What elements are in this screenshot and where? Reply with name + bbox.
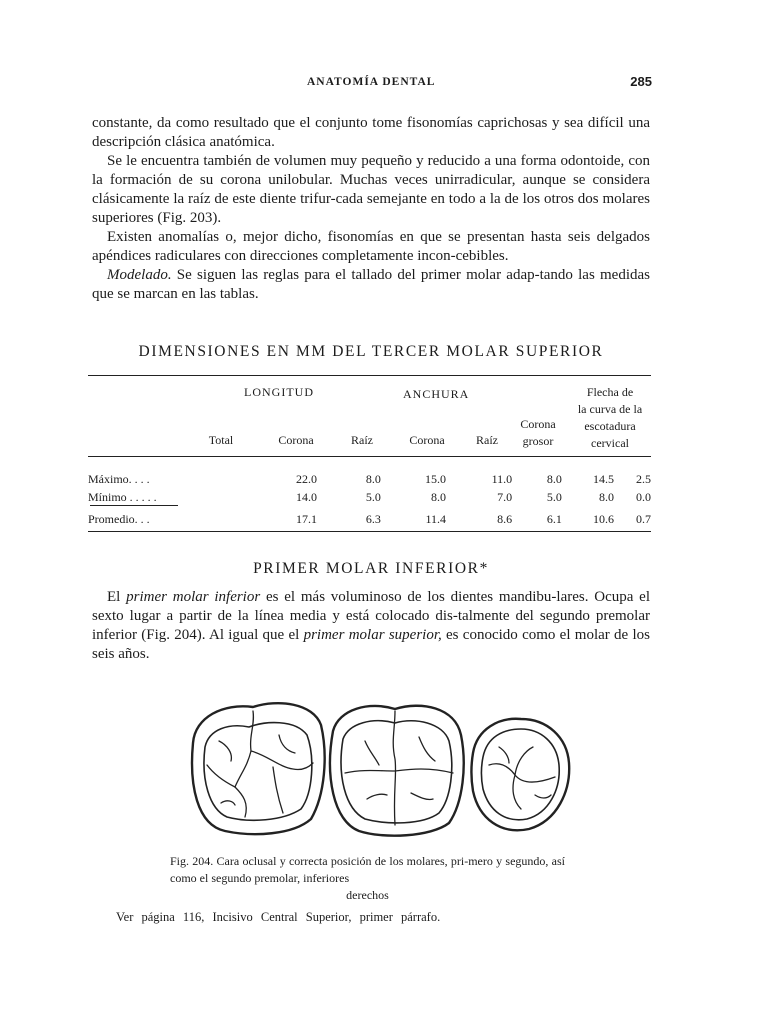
col-header-line: grosor — [522, 434, 554, 448]
figure-caption — [170, 853, 565, 904]
col-header-raiz: Raíz — [476, 433, 498, 447]
cell: 5.0 — [546, 490, 562, 504]
cell: 14.0 — [295, 490, 317, 504]
emphasis: primer molar superior, — [303, 627, 442, 643]
subtotal-rule — [90, 505, 178, 506]
col-header-corona: Corona — [278, 433, 314, 447]
cell: 8.0 — [546, 472, 562, 486]
section-text — [92, 588, 650, 664]
intro-text — [92, 114, 650, 304]
row-label: Máximo. . . . — [88, 472, 150, 486]
col-header-flecha — [560, 384, 660, 452]
first-molar-drawing — [192, 703, 325, 834]
cell: 8.0 — [365, 472, 381, 486]
page-header — [92, 74, 652, 94]
col-header-raiz: Raíz — [351, 433, 373, 447]
col-header-corona-grosor — [508, 416, 568, 450]
col-header-corona: Corona — [409, 433, 445, 447]
footnote: Ver página 116, Incisivo Central Superior, primer párrafo. — [116, 910, 441, 924]
run-in-heading: Modelado. — [107, 267, 172, 283]
col-header-line: cervical — [591, 436, 629, 450]
group-header-anchura: ANCHURA — [403, 387, 470, 401]
caption-text: Fig. 204. Cara oclusal y correcta posición de los molares, pri-mero y segundo, así como el segundo premolar, inferiores — [170, 854, 565, 885]
col-header-line: la curva de la — [577, 402, 643, 416]
row-label: Promedio. . . — [88, 512, 150, 526]
cell: 2.5 — [635, 472, 651, 486]
cell: 0.0 — [635, 490, 651, 504]
table-title: DIMENSIONES EN MM DEL TERCER MOLAR SUPERIOR — [138, 343, 604, 360]
col-header-total: Total — [208, 433, 234, 447]
cell: 14.5 — [592, 472, 614, 486]
caption-text: derechos — [346, 888, 389, 902]
table-row — [88, 487, 651, 505]
cell: 11.4 — [425, 512, 447, 526]
paragraph-text: es conocido como el molar de los seis años. — [92, 627, 650, 662]
paragraph: constante, da como resultado que el conjunto tome fisonomías caprichosas y sea difícil una descripción clásica anatómica. — [92, 115, 650, 150]
dimensions-table — [88, 468, 651, 527]
second-molar-drawing — [330, 706, 464, 836]
cell: 11.0 — [491, 472, 513, 486]
cell: 10.6 — [592, 512, 614, 526]
paragraph — [92, 266, 650, 304]
cell: 22.0 — [295, 472, 317, 486]
cell: 17.1 — [295, 512, 317, 526]
second-premolar-drawing — [472, 719, 570, 830]
col-header-line: escotadura — [584, 419, 636, 433]
molars-illustration — [183, 695, 580, 840]
paragraph-text: Se siguen las reglas para el tallado del primer molar adap-tando las medidas que se marcan en las tablas. — [92, 267, 650, 302]
section-title: PRIMER MOLAR INFERIOR* — [253, 560, 489, 577]
col-header-line: Corona — [520, 417, 556, 431]
table-row — [88, 505, 651, 527]
cell: 5.0 — [365, 490, 381, 504]
col-header-line: Flecha de — [586, 385, 634, 399]
page-number: 285 — [630, 74, 652, 89]
emphasis: primer molar inferior — [126, 589, 261, 605]
paragraph — [92, 588, 650, 664]
paragraph-text: es el más voluminoso de los dientes mandibu-lares. Ocupa el sexto lugar a partir de la línea media y está colocado dis-talmente del segundo premolar inferior (Fig. 204). Al igual que el — [92, 589, 651, 643]
running-head: ANATOMÍA DENTAL — [307, 76, 436, 88]
cell: 6.1 — [546, 512, 562, 526]
group-header-longitud: LONGITUD — [244, 385, 314, 399]
table-top-rule — [88, 375, 651, 376]
cell: 0.7 — [635, 512, 651, 526]
cell: 8.0 — [431, 490, 447, 504]
cell: 15.0 — [425, 472, 447, 486]
cell: 6.3 — [365, 512, 381, 526]
table-header-rule — [88, 456, 651, 457]
paragraph-text: El — [107, 589, 127, 605]
cell: 8.0 — [598, 490, 614, 504]
paragraph: Existen anomalías o, mejor dicho, fisonomías en que se presentan hasta seis delgados apéndices radiculares con direcciones completamente incon-cebibles. — [92, 229, 650, 264]
row-label: Mínimo . . . . . — [88, 490, 157, 504]
paragraph: Se le encuentra también de volumen muy pequeño y reducido a una forma odontoide, con la formación de su corona unilobular. Muchas veces unirradicular, aunque se considera clásicamente la raíz de este diente trifur-cada semejante en todo a la de los otros dos molares superiores (Fig. 203). — [92, 153, 650, 226]
cell: 7.0 — [497, 490, 513, 504]
table-bottom-rule — [88, 531, 651, 532]
cell: 8.6 — [497, 512, 513, 526]
table-row — [88, 468, 651, 487]
